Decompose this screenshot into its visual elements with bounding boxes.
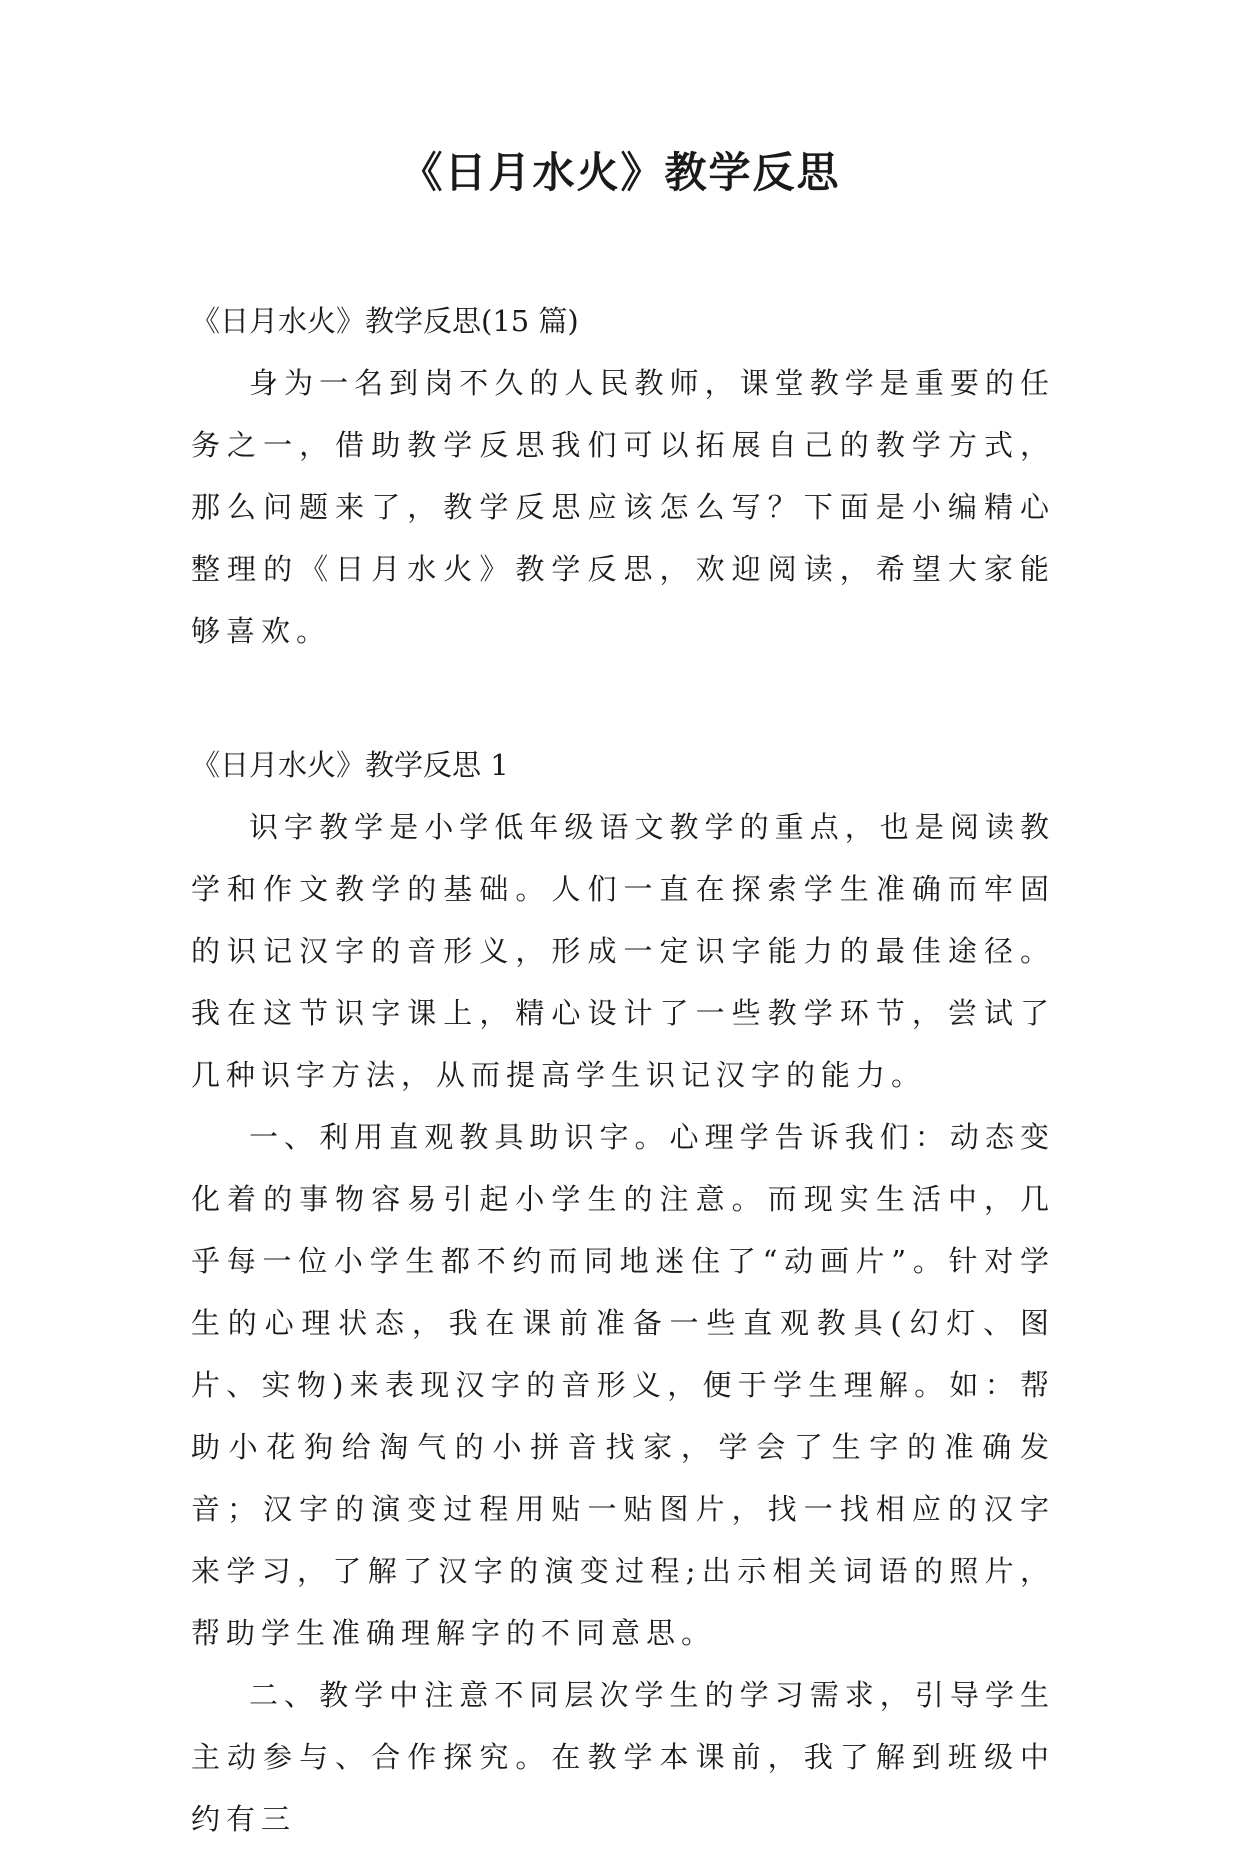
section-heading-1: 《日月水火》教学反思 1 (191, 748, 509, 782)
section1-paragraph-2: 一、利用直观教具助识字。心理学告诉我们：动态变化着的事物容易引起小学生的注意。而现实生活中，几乎每一位小学生都不约而同地迷住了“动画片”。针对学生的心理状态，我在课前准备一些直观教具(幻灯、图片、实物)来表现汉字的音形义，便于学生理解。如：帮助小花狗给淘气的小拼音找家，学会了生字的准确发音；汉字的演变过程用贴一贴图片，找一找相应的汉字来学习，了解了汉字的演变过程;出示相关词语的照片，帮助学生准确理解字的不同意思。 (191, 1120, 1055, 1650)
intro-paragraph: 身为一名到岗不久的人民教师，课堂教学是重要的任务之一，借助教学反思我们可以拓展自己的教学方式，那么问题来了，教学反思应该怎么写？下面是小编精心整理的《日月水火》教学反思，欢迎阅读，希望大家能够喜欢。 (191, 366, 1055, 648)
section1-paragraph-3: 二、教学中注意不同层次学生的学习需求，引导学生主动参与、合作探究。在教学本课前，我了解到班级中约有三 (191, 1678, 1055, 1836)
document-subtitle: 《日月水火》教学反思(15 篇) (191, 304, 579, 338)
page-title: 《日月水火》教学反思 (400, 148, 841, 197)
section-spacer (191, 662, 1055, 734)
section1-paragraph-1: 识字教学是小学低年级语文教学的重点，也是阅读教学和作文教学的基础。人们一直在探索学生准确而牢固的识记汉字的音形义，形成一定识字能力的最佳途径。我在这节识字课上，精心设计了一些教学环节，尝试了几种识字方法，从而提高学生识记汉字的能力。 (191, 810, 1055, 1092)
document-body (191, 290, 1055, 1850)
